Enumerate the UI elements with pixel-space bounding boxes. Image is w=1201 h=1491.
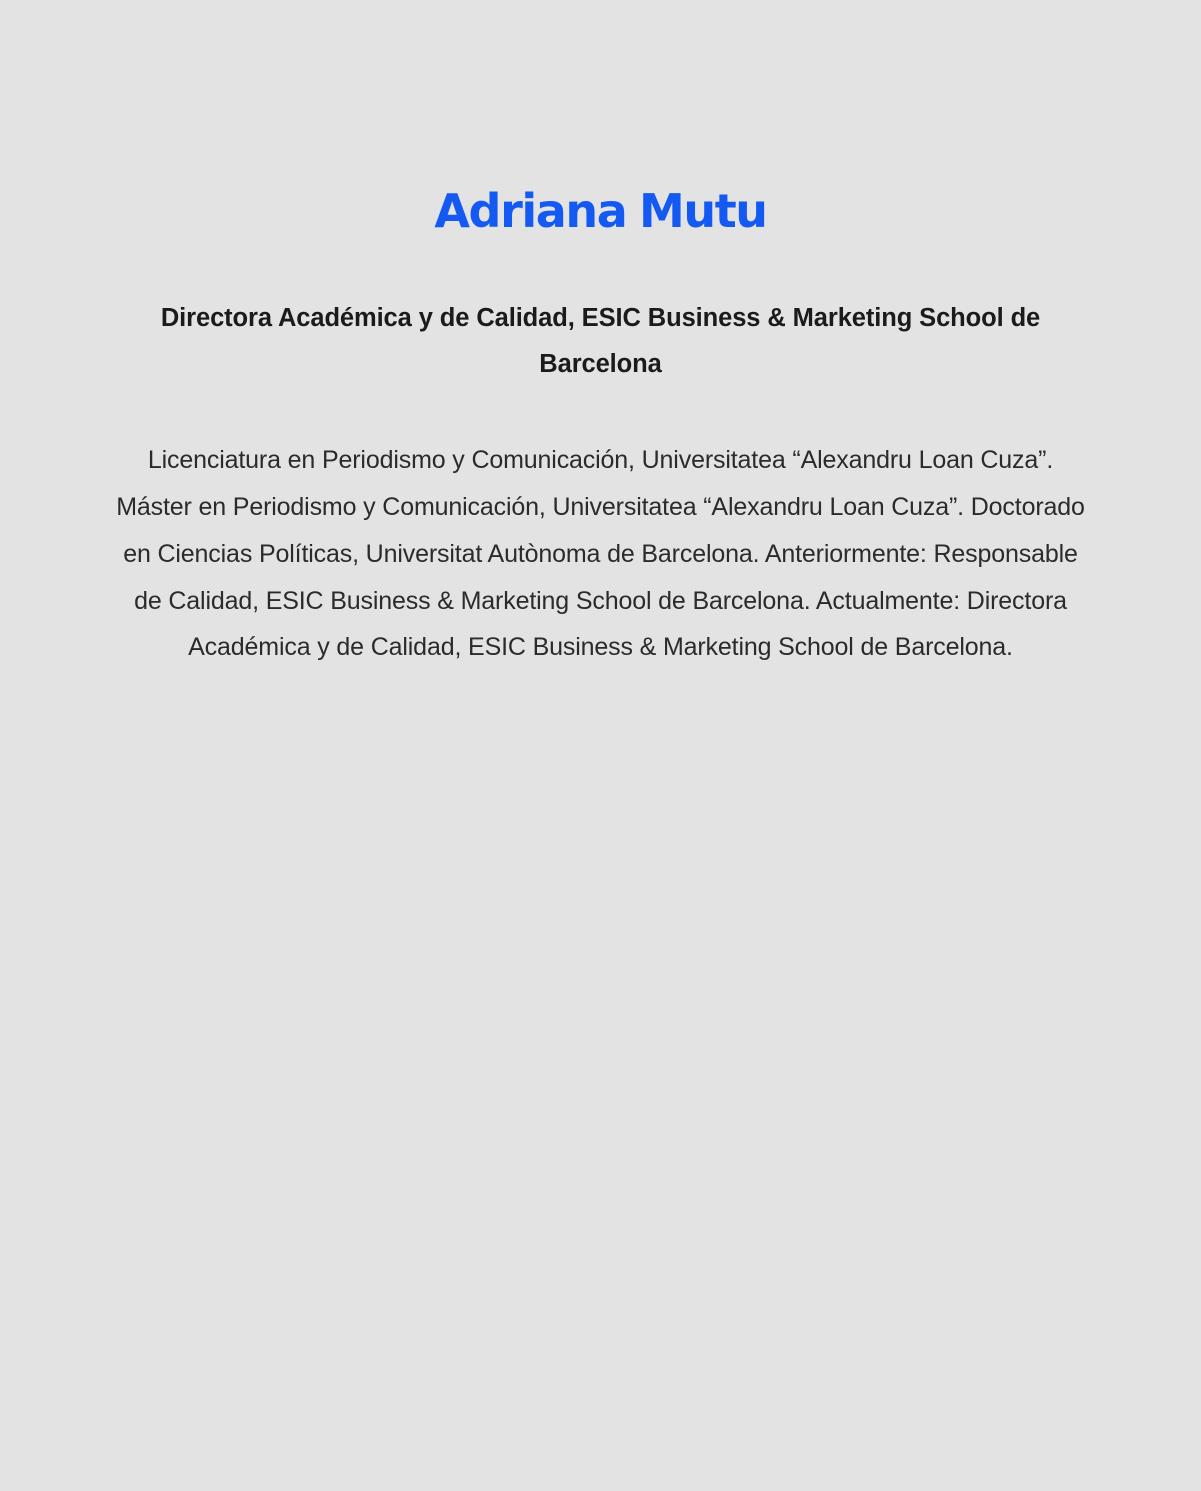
profile-content [0, 0, 1201, 671]
person-role: Directora Académica y de Calidad, ESIC Business & Marketing School de Barcelona [160, 303, 1041, 378]
page-title: Adriana Mutu [434, 184, 767, 238]
person-biography: Licenciatura en Periodismo y Comunicación, Universitatea “Alexandru Loan Cuza”. Máster en Periodismo y Comunicación, Universitatea “Alexandru Loan Cuza”. Doctorado en Ciencias Políticas, Universitat Autònoma de Barcelona. Anteriormente: Responsable de Calidad, ESIC Business & Marketing School de Barcelona. Actualmente: Directora Académica y de Calidad, ESIC Business & Marketing School de Barcelona. [116, 446, 1085, 662]
